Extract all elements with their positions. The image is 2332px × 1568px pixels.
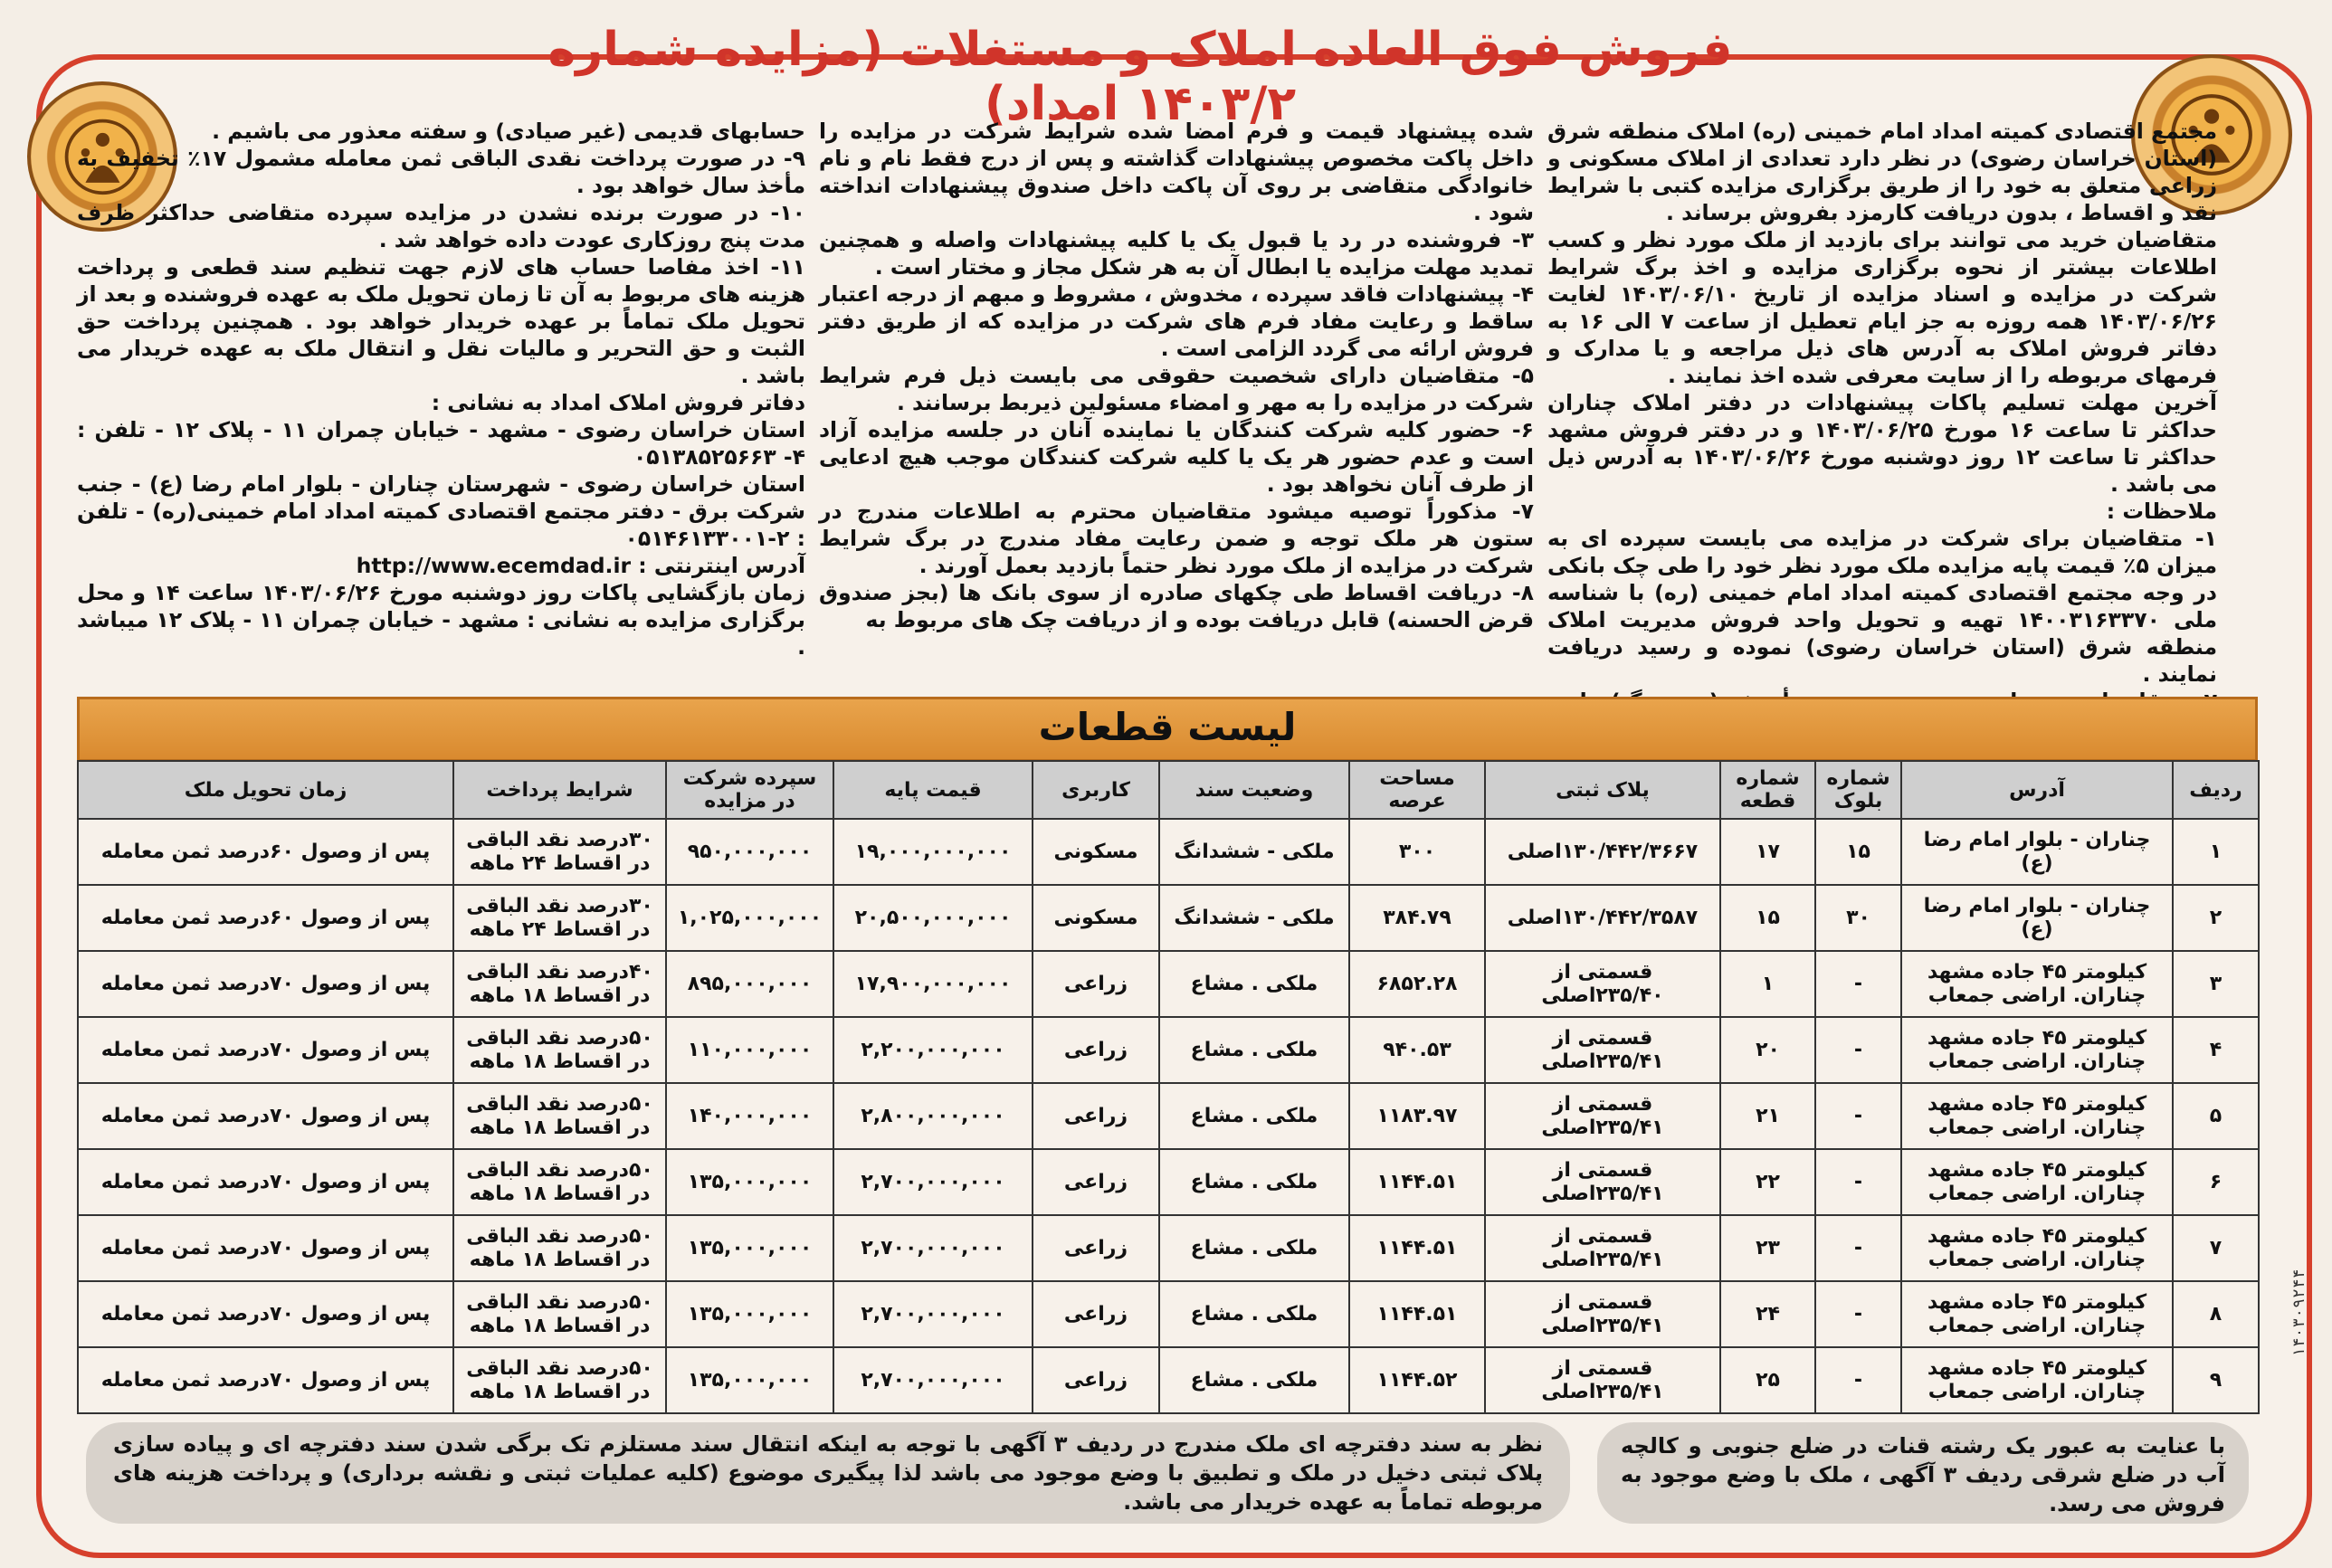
paragraph: مجتمع اقتصادی کمیته امداد امام خمینی (ره) املاک منطقه شرق (استان خراسان رضوی) در نظر دارد تعدادی از املاک مسکونی و زراعی متعلق به خود را از طریق برگزاری مزایده کتبی با شرایط نقد و اقساط ، بدون دریافت کارمزد بفروش برساند .	[1547, 119, 2217, 225]
table-cell: ۳۰۰	[1349, 819, 1485, 885]
table-cell: ۱,۰۲۵,۰۰۰,۰۰۰	[666, 885, 833, 951]
table-cell: ۵۰درصد نقد الباقی در اقساط ۱۸ ماهه	[453, 1017, 666, 1083]
table-cell: زراعی	[1033, 1083, 1159, 1149]
text-column-2	[819, 118, 1534, 633]
table-cell: ۷	[2173, 1215, 2259, 1281]
table-cell: ۲,۷۰۰,۰۰۰,۰۰۰	[833, 1281, 1033, 1347]
table-cell: ۲۱	[1720, 1083, 1815, 1149]
table-cell: ۱۱۴۴.۵۲	[1349, 1347, 1485, 1413]
table-cell: ۳۸۴.۷۹	[1349, 885, 1485, 951]
address-mashhad: استان خراسان رضوی - مشهد - خیابان چمران ۱۱ - پلاک ۱۲ - تلفن : ۴- ۰۵۱۳۸۵۲۵۶۶۳	[77, 417, 805, 470]
table-cell: ۲۰,۵۰۰,۰۰۰,۰۰۰	[833, 885, 1033, 951]
table-cell: قسمتی از ۲۳۵/۴۱اصلی	[1485, 1017, 1720, 1083]
table-cell: ملکی . مشاع	[1159, 1347, 1349, 1413]
table-cell: ۲,۷۰۰,۰۰۰,۰۰۰	[833, 1347, 1033, 1413]
table-header-row	[78, 761, 2259, 819]
table-cell: ۹۴۰.۵۳	[1349, 1017, 1485, 1083]
table-cell: کیلومتر ۴۵ جاده مشهد چناران. اراضی جمعاب	[1901, 1017, 2173, 1083]
column-header: زمان تحویل ملک	[78, 761, 453, 819]
paragraph: متقاضیان خرید می توانند برای بازدید از ملک مورد نظر و کسب اطلاعات بیشتر از نحوه برگزاری مزایده و اخذ برگ شرایط شرکت در مزایده و اسناد مزایده از تاریخ ۱۴۰۳/۰۶/۱۰ لغایت ۱۴۰۳/۰۶/۲۶ همه روزه به جز ایام تعطیل از ساعت ۷ الی ۱۶ به دفاتر فروش املاک به آدرس های ذیل مراجعه و یا مدارک و فرمهای مربوطه را از سایت معرفی شده اخذ نمایند .	[1547, 227, 2217, 388]
table-cell: ۵	[2173, 1083, 2259, 1149]
table-cell: ۴	[2173, 1017, 2259, 1083]
paragraph: ۱- متقاضیان برای شرکت در مزایده می بایست سپرده ای به میزان ۵٪ قیمت پایه مزایده ملک مورد نظر خود را طی چک بانکی در وجه مجتمع اقتصادی کمیته امداد امام خمینی (ره) با شناسه ملی ۱۴۰۰۳۱۶۳۳۷۰ تهیه و تحویل واحد فروش مدیریت املاک منطقه شرق (استان خراسان رضوی) نموده و رسید دریافت نمایند .	[1547, 526, 2218, 687]
table-cell: ۱۷	[1720, 819, 1815, 885]
table-cell: ۳۰درصد نقد الباقی در اقساط ۲۴ ماهه	[453, 819, 666, 885]
table-cell: زراعی	[1033, 951, 1159, 1017]
table-cell: ۱۴۰,۰۰۰,۰۰۰	[666, 1083, 833, 1149]
table-cell: ملکی - ششدانگ	[1159, 885, 1349, 951]
address-chenaran: استان خراسان رضوی - شهرستان چناران - بلوار امام رضا (ع) - جنب شرکت برق - دفتر مجتمع اقتصادی کمیته امداد امام خمینی(ره) - تلفن : ۲-۰۵۱۴۶۱۳۳۰۰۱	[77, 471, 805, 551]
text-column-1	[1547, 118, 2217, 742]
table-row	[78, 1149, 2259, 1215]
table-cell: ۲,۷۰۰,۰۰۰,۰۰۰	[833, 1215, 1033, 1281]
table-cell: ۱	[1720, 951, 1815, 1017]
table-cell: ۱۱۴۴.۵۱	[1349, 1149, 1485, 1215]
table-cell: ۶	[2173, 1149, 2259, 1215]
table-cell: -	[1815, 1281, 1901, 1347]
table-cell: ۱۳۰/۴۴۲/۳۵۸۷اصلی	[1485, 885, 1720, 951]
table-cell: قسمتی از ۲۳۵/۴۱اصلی	[1485, 1281, 1720, 1347]
table-cell: ۲,۷۰۰,۰۰۰,۰۰۰	[833, 1149, 1033, 1215]
table-cell: ۱۷,۹۰۰,۰۰۰,۰۰۰	[833, 951, 1033, 1017]
table-cell: -	[1815, 951, 1901, 1017]
table-cell: ۲۵	[1720, 1347, 1815, 1413]
table-cell: پس از وصول ۷۰درصد ثمن معامله	[78, 1281, 453, 1347]
table-cell: ۱	[2173, 819, 2259, 885]
table-cell: ملکی . مشاع	[1159, 951, 1349, 1017]
table-cell: کیلومتر ۴۵ جاده مشهد چناران. اراضی جمعاب	[1901, 1215, 2173, 1281]
table-cell: ۵۰درصد نقد الباقی در اقساط ۱۸ ماهه	[453, 1215, 666, 1281]
paragraph: زمان بازگشایی پاکات روز دوشنبه مورخ ۱۴۰۳/۰۶/۲۶ ساعت ۱۴ و محل برگزاری مزایده به نشانی : مشهد - خیابان چمران ۱۱ - پلاک ۱۲ میباشد .	[77, 580, 805, 660]
table-cell: ۲,۸۰۰,۰۰۰,۰۰۰	[833, 1083, 1033, 1149]
paragraph: ۳- فروشنده در رد یا قبول یک یا کلیه پیشنهادات واصله و همچنین تمدید مهلت مزایده یا ابطال آن به هر شکل مجاز و مختار است .	[819, 227, 1534, 280]
table-cell: -	[1815, 1347, 1901, 1413]
table-cell: زراعی	[1033, 1347, 1159, 1413]
column-header: شرایط پرداخت	[453, 761, 666, 819]
table-cell: ۸	[2173, 1281, 2259, 1347]
table-cell: ۳	[2173, 951, 2259, 1017]
notes-area	[86, 1422, 2249, 1531]
table-cell: ۱۳۵,۰۰۰,۰۰۰	[666, 1149, 833, 1215]
table-cell: ۲۲	[1720, 1149, 1815, 1215]
table-cell: پس از وصول ۷۰درصد ثمن معامله	[78, 1017, 453, 1083]
paragraph: حسابهای قدیمی (غیر صیادی) و سفته معذور می باشیم .	[212, 119, 805, 144]
table-cell: قسمتی از ۲۳۵/۴۱اصلی	[1485, 1347, 1720, 1413]
table-cell: ۲,۲۰۰,۰۰۰,۰۰۰	[833, 1017, 1033, 1083]
table-cell: ۳۰درصد نقد الباقی در اقساط ۲۴ ماهه	[453, 885, 666, 951]
table-cell: مسکونی	[1033, 885, 1159, 951]
table-cell: ۱۵	[1720, 885, 1815, 951]
table-cell: ۵۰درصد نقد الباقی در اقساط ۱۸ ماهه	[453, 1347, 666, 1413]
column-header: پلاک ثبتی	[1485, 761, 1720, 819]
column-header: شماره بلوک	[1815, 761, 1901, 819]
table-cell: ۹۵۰,۰۰۰,۰۰۰	[666, 819, 833, 885]
table-cell: ۱۳۵,۰۰۰,۰۰۰	[666, 1215, 833, 1281]
table-cell: پس از وصول ۶۰درصد ثمن معامله	[78, 819, 453, 885]
table-cell: ۱۱۰,۰۰۰,۰۰۰	[666, 1017, 833, 1083]
column-header: قیمت پایه	[833, 761, 1033, 819]
column-header: وضعیت سند	[1159, 761, 1349, 819]
table-cell: ۳۰	[1815, 885, 1901, 951]
list-title: لیست قطعات	[1038, 705, 1297, 749]
table-cell: پس از وصول ۷۰درصد ثمن معامله	[78, 951, 453, 1017]
column-header: کاربری	[1033, 761, 1159, 819]
paragraph: ۸- دریافت اقساط طی چکهای صادره از سوی بانک ها (بجز صندوق قرض الحسنه) قابل دریافت بوده و از دریافت چک های مربوط به	[819, 580, 1534, 632]
table-cell: مسکونی	[1033, 819, 1159, 885]
table-cell: -	[1815, 1083, 1901, 1149]
ad-title: فروش فوق العاده املاک و مستغلات (مزایده شماره ۱۴۰۳/۲ امداد)	[547, 23, 1733, 131]
table-cell: ۲۴	[1720, 1281, 1815, 1347]
table-cell: پس از وصول ۶۰درصد ثمن معامله	[78, 885, 453, 951]
table-cell: ملکی . مشاع	[1159, 1215, 1349, 1281]
table-row	[78, 885, 2259, 951]
table-cell: ۵۰درصد نقد الباقی در اقساط ۱۸ ماهه	[453, 1149, 666, 1215]
table-cell: چناران - بلوار امام رضا (ع)	[1901, 885, 2173, 951]
table-cell: کیلومتر ۴۵ جاده مشهد چناران. اراضی جمعاب	[1901, 1281, 2173, 1347]
table-cell: قسمتی از ۲۳۵/۴۱اصلی	[1485, 1215, 1720, 1281]
table-cell: -	[1815, 1017, 1901, 1083]
table-cell: ۲۰	[1720, 1017, 1815, 1083]
table-cell: ۱۱۸۳.۹۷	[1349, 1083, 1485, 1149]
paragraph: ۱۱- اخذ مفاصا حساب های لازم جهت تنظیم سند قطعی و پرداخت هزینه های مربوط به آن تا زمان تحویل ملک به عهده فروشنده و بعد از تحویل ملک تماماً بر عهده خریدار خواهد بود . همچنین پرداخت حق الثبت و حق التحریر و مالیات نقل و انتقال ملک به عهده خریدار می باشد .	[77, 254, 805, 388]
table-cell: کیلومتر ۴۵ جاده مشهد چناران. اراضی جمعاب	[1901, 1083, 2173, 1149]
paragraph: ۱۰- در صورت برنده نشدن در مزایده سپرده متقاضی حداکثر ظرف مدت پنج روزکاری عودت داده خواهد شد .	[77, 200, 805, 252]
table-cell: ۱۳۵,۰۰۰,۰۰۰	[666, 1347, 833, 1413]
table-cell: زراعی	[1033, 1215, 1159, 1281]
paragraph: شده پیشنهاد قیمت و فرم امضا شده شرایط شرکت در مزایده را داخل پاکت مخصوص پیشنهادات گذاشته و پس از درج فقط نام و نام خانوادگی متقاضی بر روی آن پاکت داخل صندوق پیشنهادات انداخته شود .	[819, 119, 1534, 225]
table-cell: -	[1815, 1215, 1901, 1281]
table-cell: زراعی	[1033, 1017, 1159, 1083]
website-link[interactable]: آدرس اینترنتی : http://www.ecemdad.ir	[356, 553, 805, 578]
table-cell: قسمتی از ۲۳۵/۴۱اصلی	[1485, 1149, 1720, 1215]
table-cell: ۱۱۴۴.۵۱	[1349, 1215, 1485, 1281]
table-cell: ملکی . مشاع	[1159, 1281, 1349, 1347]
table-cell: ۱۹,۰۰۰,۰۰۰,۰۰۰	[833, 819, 1033, 885]
table-cell: ۱۵	[1815, 819, 1901, 885]
table-cell: پس از وصول ۷۰درصد ثمن معامله	[78, 1149, 453, 1215]
table-cell: پس از وصول ۷۰درصد ثمن معامله	[78, 1347, 453, 1413]
table-cell: ملکی . مشاع	[1159, 1083, 1349, 1149]
table-cell: زراعی	[1033, 1149, 1159, 1215]
paragraph: آخرین مهلت تسلیم پاکات پیشنهادات در دفتر املاک چناران حداکثر تا ساعت ۱۶ مورخ ۱۴۰۳/۰۶/۲۵ و در دفتر فروش مشهد حداکثر تا ساعت ۱۲ روز دوشنبه مورخ ۱۴۰۳/۰۶/۲۶ به آدرس ذیل می باشد .	[1547, 390, 2217, 497]
table-cell: قسمتی از ۲۳۵/۴۱اصلی	[1485, 1083, 1720, 1149]
paragraph: ۵- متقاضیان دارای شخصیت حقوقی می بایست ذیل فرم شرایط شرکت در مزایده را به مهر و امضاء مسئولین ذیربط برسانند .	[819, 363, 1534, 415]
table-cell: ۱۳۰/۴۴۲/۳۶۶۷اصلی	[1485, 819, 1720, 885]
table-row	[78, 819, 2259, 885]
list-banner	[77, 697, 2258, 762]
table-cell: قسمتی از ۲۳۵/۴۰اصلی	[1485, 951, 1720, 1017]
ad-code: ۱۴۰۳۰۹۲۴۴	[2289, 1269, 2308, 1357]
column-header: ردیف	[2173, 761, 2259, 819]
table-cell: زراعی	[1033, 1281, 1159, 1347]
column-header: شماره قطعه	[1720, 761, 1815, 819]
paragraph: ۹- در صورت پرداخت نقدی الباقی ثمن معامله مشمول ۱۷٪ تخفیف به مأخذ سال خواهد بود .	[77, 146, 805, 198]
parcels-table	[77, 760, 2260, 1414]
column-header: آدرس	[1901, 761, 2173, 819]
table-cell: ۵۰درصد نقد الباقی در اقساط ۱۸ ماهه	[453, 1281, 666, 1347]
table-cell: چناران - بلوار امام رضا (ع)	[1901, 819, 2173, 885]
table-row	[78, 1281, 2259, 1347]
table-cell: ۲	[2173, 885, 2259, 951]
table-cell: ۴۰درصد نقد الباقی در اقساط ۱۸ ماهه	[453, 951, 666, 1017]
table-cell: پس از وصول ۷۰درصد ثمن معامله	[78, 1215, 453, 1281]
table-cell: ۶۸۵۲.۲۸	[1349, 951, 1485, 1017]
paragraph-heading: دفاتر فروش املاک امداد به نشانی :	[431, 390, 805, 415]
paragraph-heading: ملاحظات :	[2106, 499, 2217, 524]
note-deed: نظر به سند دفترچه ای ملک مندرج در ردیف ۳ آگهی با توجه به اینکه انتقال سند مستلزم تک برگی شدن سند دفترچه ای و پیاده سازی پلاک ثبتی دخیل در ملک و تطبیق با وضع موجود می باشد لذا پیگیری موضوع (کلیه عملیات ثبتی و نقشه برداری) و پرداخت هزینه های مربوطه تماماً به عهده خریدار می باشد.	[86, 1422, 1570, 1524]
table-row	[78, 951, 2259, 1017]
table-cell: ۲۳	[1720, 1215, 1815, 1281]
table-cell: ۹	[2173, 1347, 2259, 1413]
note-qanat: با عنایت به عبور یک رشته قنات در ضلع جنوبی و کالچه آب در ضلع شرقی ردیف ۳ آگهی ، ملک با وضع موجود به فروش می رسد.	[1597, 1422, 2249, 1524]
text-column-3	[77, 118, 805, 660]
table-cell: ملکی . مشاع	[1159, 1017, 1349, 1083]
column-header: سپرده شرکت در مزایده	[666, 761, 833, 819]
table-cell: -	[1815, 1149, 1901, 1215]
table-row	[78, 1017, 2259, 1083]
table-cell: ۵۰درصد نقد الباقی در اقساط ۱۸ ماهه	[453, 1083, 666, 1149]
table-cell: کیلومتر ۴۵ جاده مشهد چناران. اراضی جمعاب	[1901, 1347, 2173, 1413]
table-row	[78, 1083, 2259, 1149]
column-header: مساحت عرصه	[1349, 761, 1485, 819]
paragraph: ۴- پیشنهادات فاقد سپرده ، مخدوش ، مشروط و مبهم از درجه اعتبار ساقط و رعایت مفاد فرم های شرکت در مزایده که از طریق دفتر فروش ارائه می گردد الزامی است .	[819, 281, 1534, 361]
table-cell: ملکی . مشاع	[1159, 1149, 1349, 1215]
table-cell: کیلومتر ۴۵ جاده مشهد چناران. اراضی جمعاب	[1901, 951, 2173, 1017]
table-cell: ۱۱۴۴.۵۱	[1349, 1281, 1485, 1347]
table-row	[78, 1215, 2259, 1281]
table-row	[78, 1347, 2259, 1413]
table-cell: ۸۹۵,۰۰۰,۰۰۰	[666, 951, 833, 1017]
table-cell: کیلومتر ۴۵ جاده مشهد چناران. اراضی جمعاب	[1901, 1149, 2173, 1215]
table-cell: ملکی - ششدانگ	[1159, 819, 1349, 885]
paragraph: ۶- حضور کلیه شرکت کنندگان یا نماینده آنان در جلسه مزایده آزاد است و عدم حضور هر یک یا کلیه شرکت کنندگان موجب هیچ ادعایی از طرف آنان نخواهد بود .	[819, 417, 1534, 497]
table-cell: پس از وصول ۷۰درصد ثمن معامله	[78, 1083, 453, 1149]
paragraph: ۷- مذکوراً توصیه میشود متقاضیان محترم به اطلاعات مندرج در ستون هر ملک توجه و ضمن رعایت مفاد مندرج در برگ شرایط شرکت در مزایده از ملک مورد نظر حتماً بازدید بعمل آورند .	[819, 499, 1534, 578]
table-cell: ۱۳۵,۰۰۰,۰۰۰	[666, 1281, 833, 1347]
